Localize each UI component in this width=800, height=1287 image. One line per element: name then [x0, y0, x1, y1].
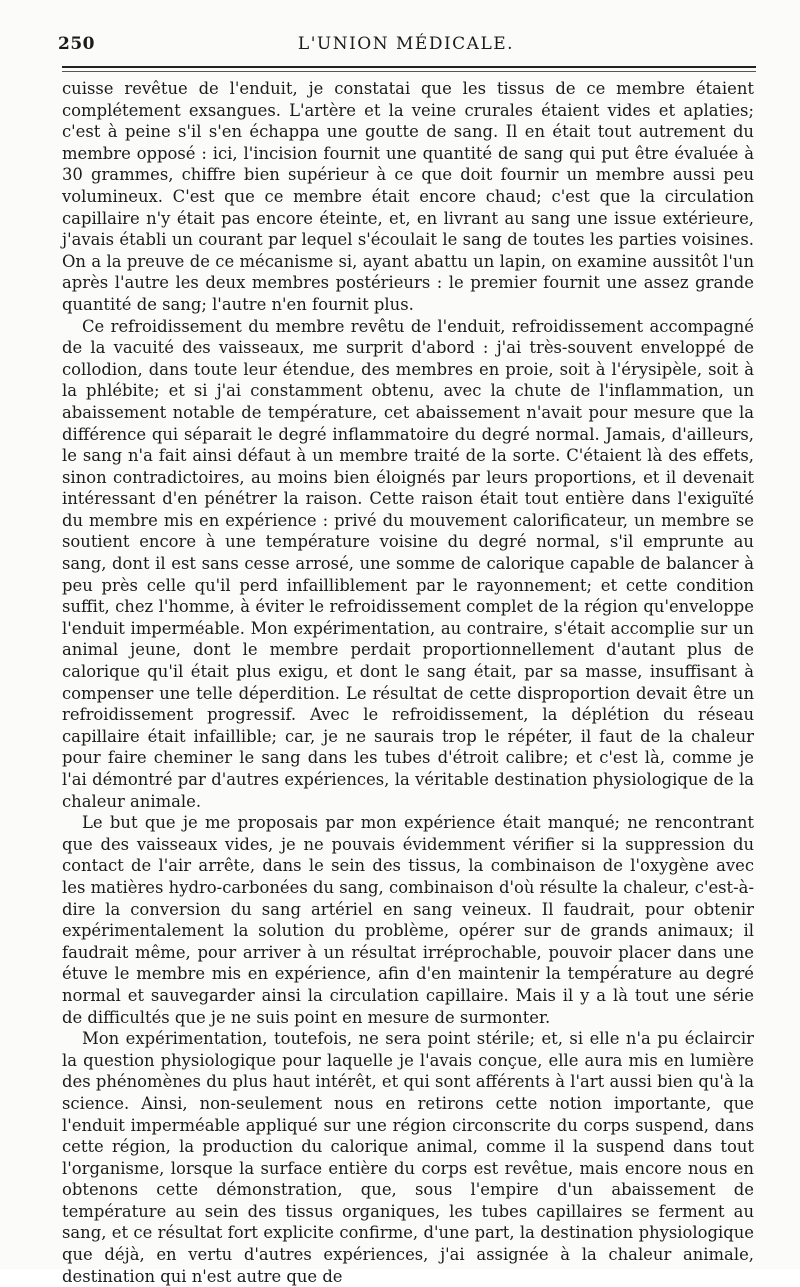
header-rule-thin — [62, 71, 756, 72]
paragraph-2: Ce refroidissement du membre revêtu de l'enduit, refroidissement accompagné de la vacuité des vaisseaux, me surprit d'abord : j'ai très-souvent enveloppé de collodion, dans toute leur étendue, des membres en proie, soit à l'érysipèle, soit à la phlébite; et si j'ai constamment obtenu, avec la chute de l'inflammation, un abaissement notable de température, cet abaissement n'avait pour mesure que la différence qui séparait le degré inflammatoire du degré normal. Jamais, d'ailleurs, le sang n'a fait ainsi défaut à un membre traité de la sorte. C'étaient là des effets, sinon contradictoires, au moins bien éloignés par leurs proportions, et il devenait intéressant d'en pénétrer la raison. Cette raison était tout entière dans l'exiguïté du membre mis en expérience : privé du mouvement calorificateur, un membre se soutient encore à une température voisine du degré normal, s'il emprunte au sang, dont il est sans cesse arrosé, une somme de calorique capable de balancer à peu près celle qu'il perd infailliblement par le rayonnement; et cette condition suffit, chez l'homme, à éviter le refroidissement complet de la région qu'enveloppe l'enduit imperméable. Mon expérimentation, au contraire, s'était accomplie sur un animal jeune, dont le membre perdait proportionnellement d'autant plus de calorique qu'il était plus exigu, et dont le sang était, par sa masse, insuffisant à compenser une telle déperdition. Le résultat de cette disproportion devait être un refroidissement progressif. Avec le refroidissement, la déplétion du réseau capillaire était infaillible; car, je ne saurais trop le répéter, il faut de la chaleur pour faire cheminer le sang dans les tubes d'étroit calibre; et c'est là, comme je l'ai démontré par d'autres expériences, la véritable destination physiologique de la chaleur animale. — [62, 316, 754, 811]
paragraph-4: Mon expérimentation, toutefois, ne sera point stérile; et, si elle n'a pu éclaircir la question physiologique pour laquelle je l'avais conçue, elle aura mis en lumière des phénomènes du plus haut intérêt, et qui sont afférents à l'art aussi bien qu'à la science. Ainsi, non-seulement nous en retirons cette notion importante, que l'enduit imperméable appliqué sur une région circonscrite du corps suspend, dans cette région, la production du calorique animal, comme il la suspend dans tout l'organisme, lorsque la surface entière du corps est revêtue, mais encore nous en obtenons cette démonstration, que, sous l'empire d'un abaissement de température au sein des tissus organiques, les tubes capillaires se ferment au sang, et ce résultat fort explicite confirme, d'une part, la destination physiologique que déjà, en vertu d'autres expériences, j'ai assignée à la chaleur animale, destination qui n'est autre que de — [62, 1029, 754, 1286]
running-title: L'UNION MÉDICALE. — [297, 34, 515, 54]
header-rule — [62, 66, 756, 68]
paragraph-3: Le but que je me proposais par mon expérience était manqué; ne rencontrant que des vaisseaux vides, je ne pouvais évidemment vérifier si la suppression du contact de l'air arrête, dans le sein des tissus, la combinaison de l'oxygène avec les matières hydro-carbonées du sang, combinaison d'où résulte la chaleur, c'est-à-dire la conversion du sang artériel en sang veineux. Il faudrait, pour obtenir expérimentalement la solution du problème, opérer sur de grands animaux; il faudrait même, pour arriver à un résultat irréprochable, pouvoir placer dans une étuve le membre mis en expérience, afin d'en maintenir la température au degré normal et sauvegarder ainsi la circulation capillaire. Mais il y a là tout une série de difficultés que je ne suis point en mesure de surmonter. — [62, 813, 754, 1027]
body-text — [62, 78, 754, 1287]
page-header — [58, 34, 754, 58]
paragraph-1: cuisse revêtue de l'enduit, je constatai que les tissus de ce membre étaient complétement exsangues. L'artère et la veine crurales étaient vides et aplaties; c'est à peine s'il s'en échappa une goutte de sang. Il en était tout autrement du membre opposé : ici, l'incision fournit une quantité de sang qui put être évaluée à 30 grammes, chiffre bien supérieur à ce que doit fournir un membre aussi peu volumineux. C'est que ce membre était encore chaud; c'est que la circulation capillaire n'y était pas encore éteinte, et, en livrant au sang une issue extérieure, j'avais établi un courant par lequel s'écoulait le sang de toutes les parties voisines. On a la preuve de ce mécanisme si, ayant abattu un lapin, on examine aussitôt l'un après l'autre les deux membres postérieurs : le premier fournit une assez grande quantité de sang; l'autre n'en fournit plus. — [62, 79, 754, 314]
page-number: 250 — [58, 34, 95, 54]
